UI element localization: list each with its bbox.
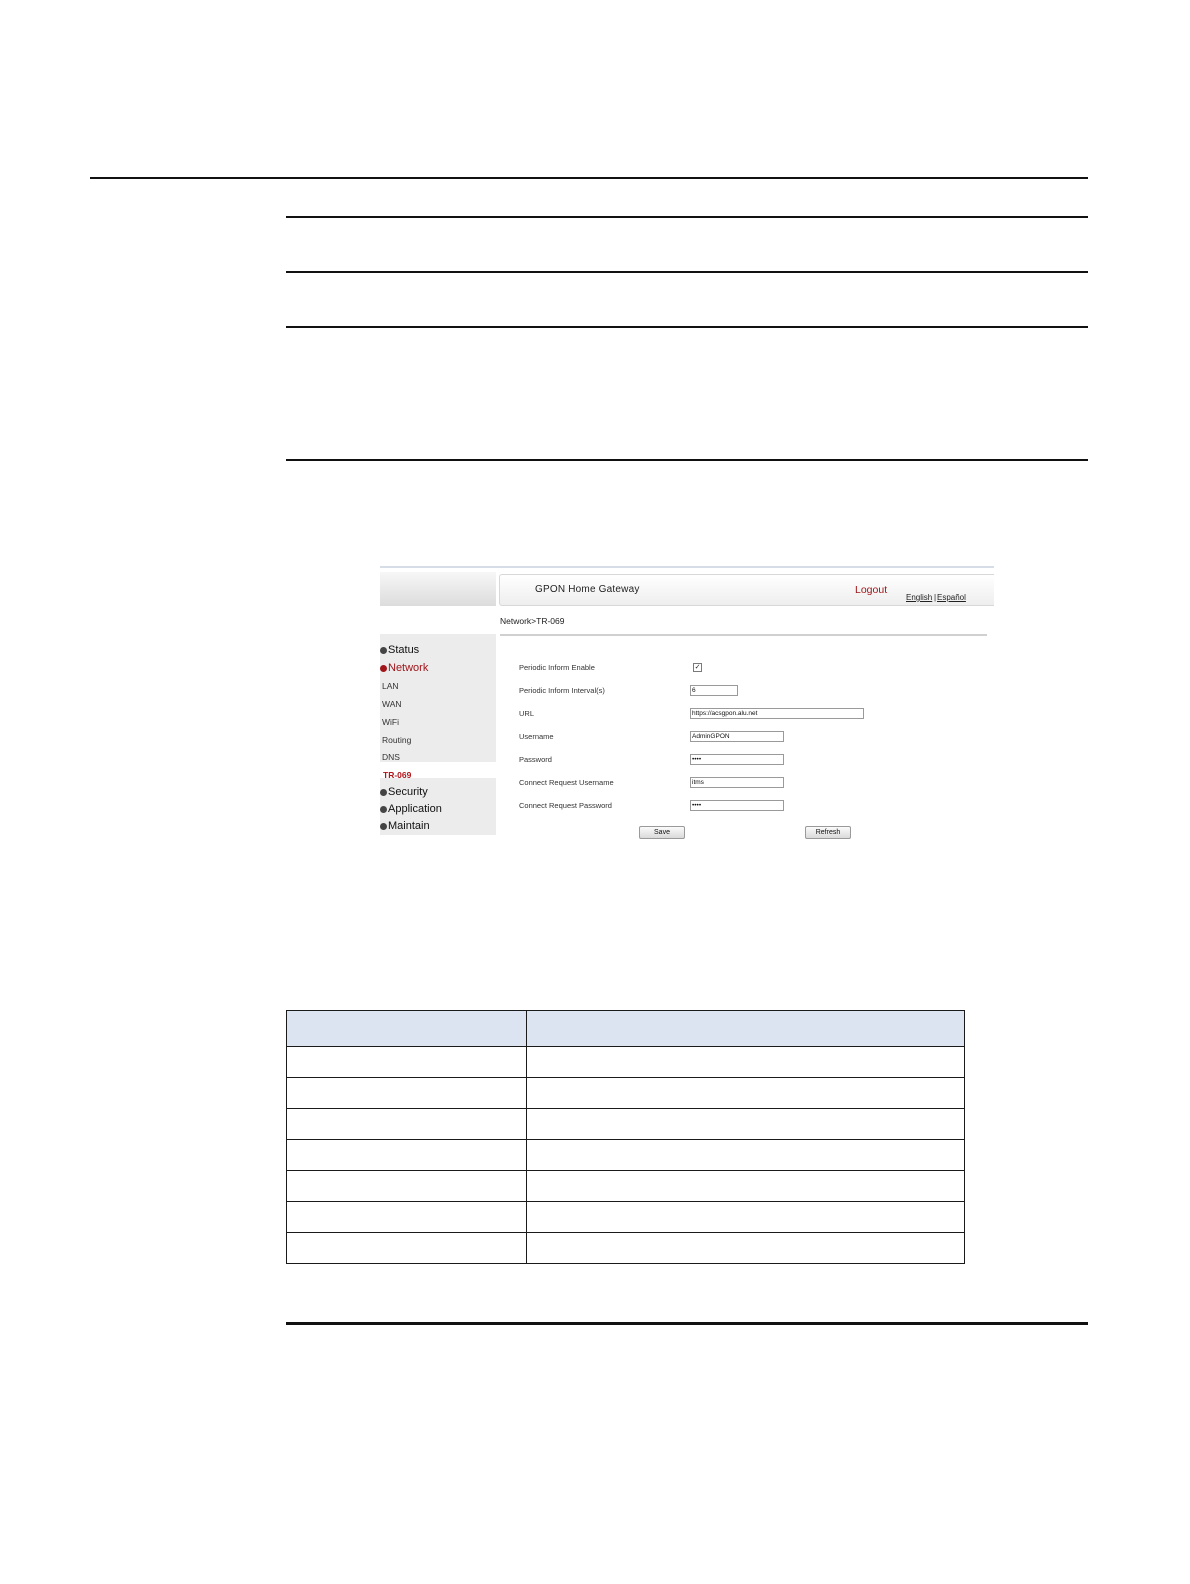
page-header-rule xyxy=(90,177,1088,179)
table-header-row xyxy=(287,1011,965,1047)
bullet-icon xyxy=(380,806,387,813)
refresh-button[interactable]: Refresh xyxy=(805,826,851,839)
nav-application-label: Application xyxy=(388,803,442,815)
url-label: URL xyxy=(519,709,535,718)
password-label: Password xyxy=(519,755,552,764)
connect-request-username-label: Connect Request Username xyxy=(519,778,614,787)
nav-network[interactable] xyxy=(380,662,428,674)
nav-maintain-label: Maintain xyxy=(388,820,430,832)
table-cell xyxy=(287,1140,527,1171)
sidebar xyxy=(380,572,496,836)
nav-security[interactable] xyxy=(380,786,428,798)
table-cell xyxy=(527,1140,965,1171)
connect-request-password-input[interactable]: •••• xyxy=(690,800,784,811)
table-cell xyxy=(287,1202,527,1233)
table-row xyxy=(287,1171,965,1202)
language-espanol-link[interactable]: Español xyxy=(937,593,966,602)
table-cell xyxy=(527,1109,965,1140)
periodic-inform-enable-label: Periodic Inform Enable xyxy=(519,663,595,672)
table-cell xyxy=(287,1233,527,1264)
breadcrumb: Network>TR-069 xyxy=(500,616,565,626)
nav-sub-routing[interactable]: Routing xyxy=(382,735,412,745)
bullet-icon xyxy=(380,823,387,830)
nav-status-label: Status xyxy=(388,644,420,656)
table-cell xyxy=(527,1047,965,1078)
table-row xyxy=(287,1047,965,1078)
table-cell xyxy=(527,1202,965,1233)
language-separator: | xyxy=(934,593,937,602)
gateway-screenshot xyxy=(380,566,994,842)
screenshot-top-border xyxy=(380,566,994,568)
checkmark-icon: ✓ xyxy=(694,664,701,671)
periodic-inform-interval-input[interactable]: 6 xyxy=(690,685,738,696)
sidebar-header xyxy=(380,572,496,606)
nav-network-label: Network xyxy=(388,662,429,674)
username-input[interactable]: AdminGPON xyxy=(690,731,784,742)
table-cell xyxy=(287,1047,527,1078)
nav-application[interactable] xyxy=(380,803,442,815)
nav-sub-lan[interactable]: LAN xyxy=(382,681,399,691)
section-rule-3 xyxy=(286,326,1088,328)
nav-maintain[interactable] xyxy=(380,820,430,832)
logout-link[interactable]: Logout xyxy=(855,584,888,596)
table-cell xyxy=(527,1171,965,1202)
password-input[interactable]: •••• xyxy=(690,754,784,765)
nav-sub-dns[interactable]: DNS xyxy=(382,752,400,762)
nav-security-label: Security xyxy=(388,786,428,798)
language-english-link[interactable]: English xyxy=(906,593,933,602)
table-cell xyxy=(287,1078,527,1109)
nav-sub-wan[interactable]: WAN xyxy=(382,699,402,709)
section-rule-2 xyxy=(286,271,1088,273)
parameter-table xyxy=(286,1010,965,1264)
table-cell xyxy=(527,1233,965,1264)
page-footer-rule xyxy=(286,1322,1088,1325)
table-row xyxy=(287,1233,965,1264)
nav-status[interactable] xyxy=(380,644,419,656)
table-row xyxy=(287,1078,965,1109)
table-row xyxy=(287,1140,965,1171)
save-button[interactable]: Save xyxy=(639,826,685,839)
breadcrumb-divider xyxy=(500,634,987,636)
url-input[interactable]: https://acsgpon.alu.net xyxy=(690,708,864,719)
table-header-cell xyxy=(527,1011,965,1047)
table-cell xyxy=(527,1078,965,1109)
table-cell xyxy=(287,1109,527,1140)
username-label: Username xyxy=(519,732,554,741)
table-row xyxy=(287,1202,965,1233)
bullet-icon xyxy=(380,789,387,796)
nav-sub-wifi[interactable]: WiFi xyxy=(382,717,399,727)
connect-request-password-label: Connect Request Password xyxy=(519,801,612,810)
section-rule-1 xyxy=(286,216,1088,218)
table-cell xyxy=(287,1171,527,1202)
periodic-inform-interval-label: Periodic Inform Interval(s) xyxy=(519,686,605,695)
connect-request-username-input[interactable]: itms xyxy=(690,777,784,788)
nav-sub-tr069[interactable]: TR-069 xyxy=(383,770,412,780)
table-row xyxy=(287,1109,965,1140)
gateway-header xyxy=(499,574,994,606)
bullet-icon xyxy=(380,647,387,654)
table-header-cell xyxy=(287,1011,527,1047)
section-rule-4 xyxy=(286,459,1088,461)
gateway-title: GPON Home Gateway xyxy=(535,584,640,595)
periodic-inform-enable-checkbox[interactable] xyxy=(693,663,702,672)
bullet-icon xyxy=(380,665,387,672)
